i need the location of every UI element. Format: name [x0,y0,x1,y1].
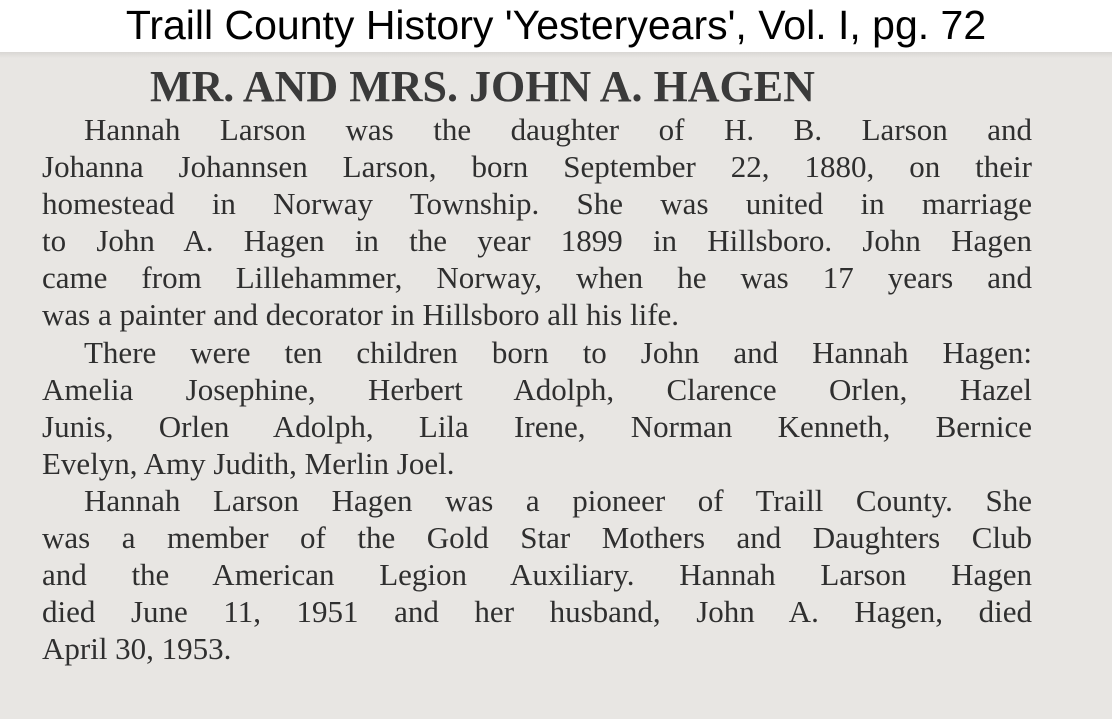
article-title: MR. AND MRS. JOHN A. HAGEN [150,62,815,111]
article-line: Amelia Josephine, Herbert Adolph, Clarence Orlen, Hazel [42,372,1032,407]
article-line: There were ten children born to John and Hannah Hagen: [84,335,1032,370]
article-line: was a member of the Gold Star Mothers and Daughters Club [42,520,1032,555]
article-line: came from Lillehammer, Norway, when he was 17 years and [42,260,1032,295]
article-line: and the American Legion Auxiliary. Hannah Larson Hagen [42,557,1032,592]
caption-band [0,0,1112,52]
article-line: Hannah Larson was the daughter of H. B. Larson and [84,112,1032,147]
source-caption: Traill County History 'Yesteryears', Vol. I, pg. 72 [125,2,987,48]
scan-edge-shadow [0,52,1112,58]
article-line: to John A. Hagen in the year 1899 in Hillsboro. John Hagen [42,223,1032,258]
article-line: Junis, Orlen Adolph, Lila Irene, Norman Kenneth, Bernice [42,409,1032,444]
article-line: Hannah Larson Hagen was a pioneer of Traill County. She [84,483,1032,518]
article-line: April 30, 1953. [42,631,232,666]
article-line: Evelyn, Amy Judith, Merlin Joel. [42,446,455,481]
article-line: Johanna Johannsen Larson, born September 22, 1880, on their [42,149,1032,184]
article-line: died June 11, 1951 and her husband, John A. Hagen, died [42,594,1032,629]
article-line: was a painter and decorator in Hillsboro all his life. [42,297,680,332]
article-line: homestead in Norway Township. She was united in marriage [42,186,1032,221]
